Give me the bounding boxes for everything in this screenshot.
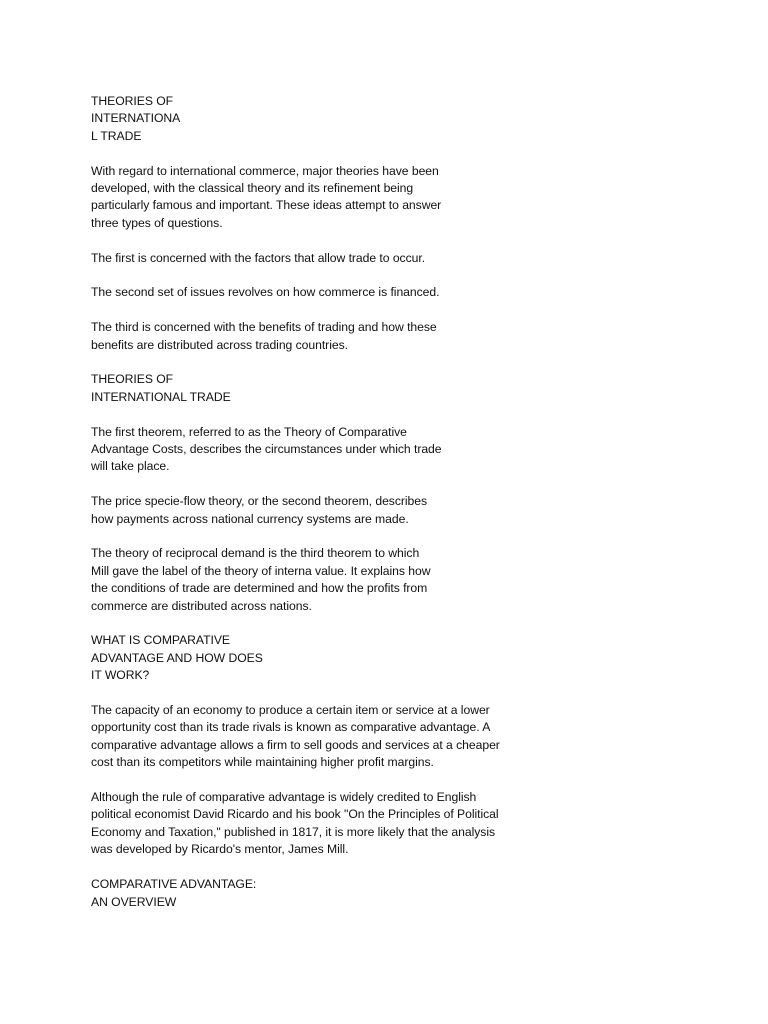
heading-line: AN OVERVIEW [91, 894, 177, 909]
heading-line: INTERNATIONA [91, 111, 181, 126]
text-line: opportunity cost than its trade rivals is known as comparative advantage. A [91, 720, 491, 735]
text-line: developed, with the classical theory and its refinement being [91, 181, 414, 196]
text-line: Although the rule of comparative advantage is widely credited to English [91, 790, 477, 805]
text-line: The first theorem, referred to as the Theory of Comparative [91, 424, 407, 439]
paragraph-second-theorem [91, 493, 531, 528]
text-line: three types of questions. [91, 215, 223, 230]
text-line: benefits are distributed across trading countries. [91, 337, 348, 352]
text-line: cost than its competitors while maintaining higher profit margins. [91, 755, 434, 770]
paragraph-first-question [91, 250, 531, 267]
text-line: was developed by Ricardo's mentor, James Mill. [91, 842, 349, 857]
text-line: The first is concerned with the factors that allow trade to occur. [91, 250, 426, 265]
heading-line: L TRADE [91, 128, 142, 143]
section-heading-comparative-advantage [91, 632, 531, 684]
text-line: Economy and Taxation," published in 1817, it is more likely that the analysis [91, 824, 496, 839]
paragraph-intro [91, 163, 531, 233]
paragraph-third-question [91, 319, 531, 354]
paragraph-third-theorem [91, 545, 531, 615]
text-line: With regard to international commerce, major theories have been [91, 163, 439, 178]
heading-line: ADVANTAGE AND HOW DOES [91, 650, 263, 665]
text-line: the conditions of trade are determined and how the profits from [91, 581, 428, 596]
text-line: The third is concerned with the benefits of trading and how these [91, 320, 437, 335]
text-line: how payments across national currency systems are made. [91, 511, 409, 526]
text-line: The price specie-flow theory, or the second theorem, describes [91, 494, 428, 509]
heading-line: INTERNATIONAL TRADE [91, 389, 231, 404]
paragraph-ricardo [91, 789, 531, 859]
text-line: The theory of reciprocal demand is the third theorem to which [91, 546, 420, 561]
paragraph-comparative-definition [91, 702, 531, 772]
paragraph-second-question [91, 284, 531, 301]
text-line: will take place. [91, 459, 170, 474]
text-line: The second set of issues revolves on how commerce is financed. [91, 285, 440, 300]
section-heading-overview [91, 876, 531, 911]
text-line: political economist David Ricardo and his book "On the Principles of Political [91, 807, 499, 822]
text-line: Mill gave the label of the theory of interna value. It explains how [91, 563, 431, 578]
heading-line: THEORIES OF [91, 372, 174, 387]
heading-line: WHAT IS COMPARATIVE [91, 633, 230, 648]
text-line: The capacity of an economy to produce a certain item or service at a lower [91, 703, 490, 718]
section-heading-theories-2 [91, 371, 531, 406]
paragraph-first-theorem [91, 424, 531, 476]
text-line: particularly famous and important. These ideas attempt to answer [91, 198, 442, 213]
heading-line: IT WORK? [91, 668, 150, 683]
heading-line: THEORIES OF [91, 94, 174, 108]
document-body [91, 93, 531, 928]
text-line: commerce are distributed across nations. [91, 598, 312, 613]
section-heading-theories-1 [91, 93, 531, 145]
text-line: comparative advantage allows a firm to sell goods and services at a cheaper [91, 737, 500, 752]
text-line: Advantage Costs, describes the circumstances under which trade [91, 442, 442, 457]
heading-line: COMPARATIVE ADVANTAGE: [91, 877, 257, 892]
